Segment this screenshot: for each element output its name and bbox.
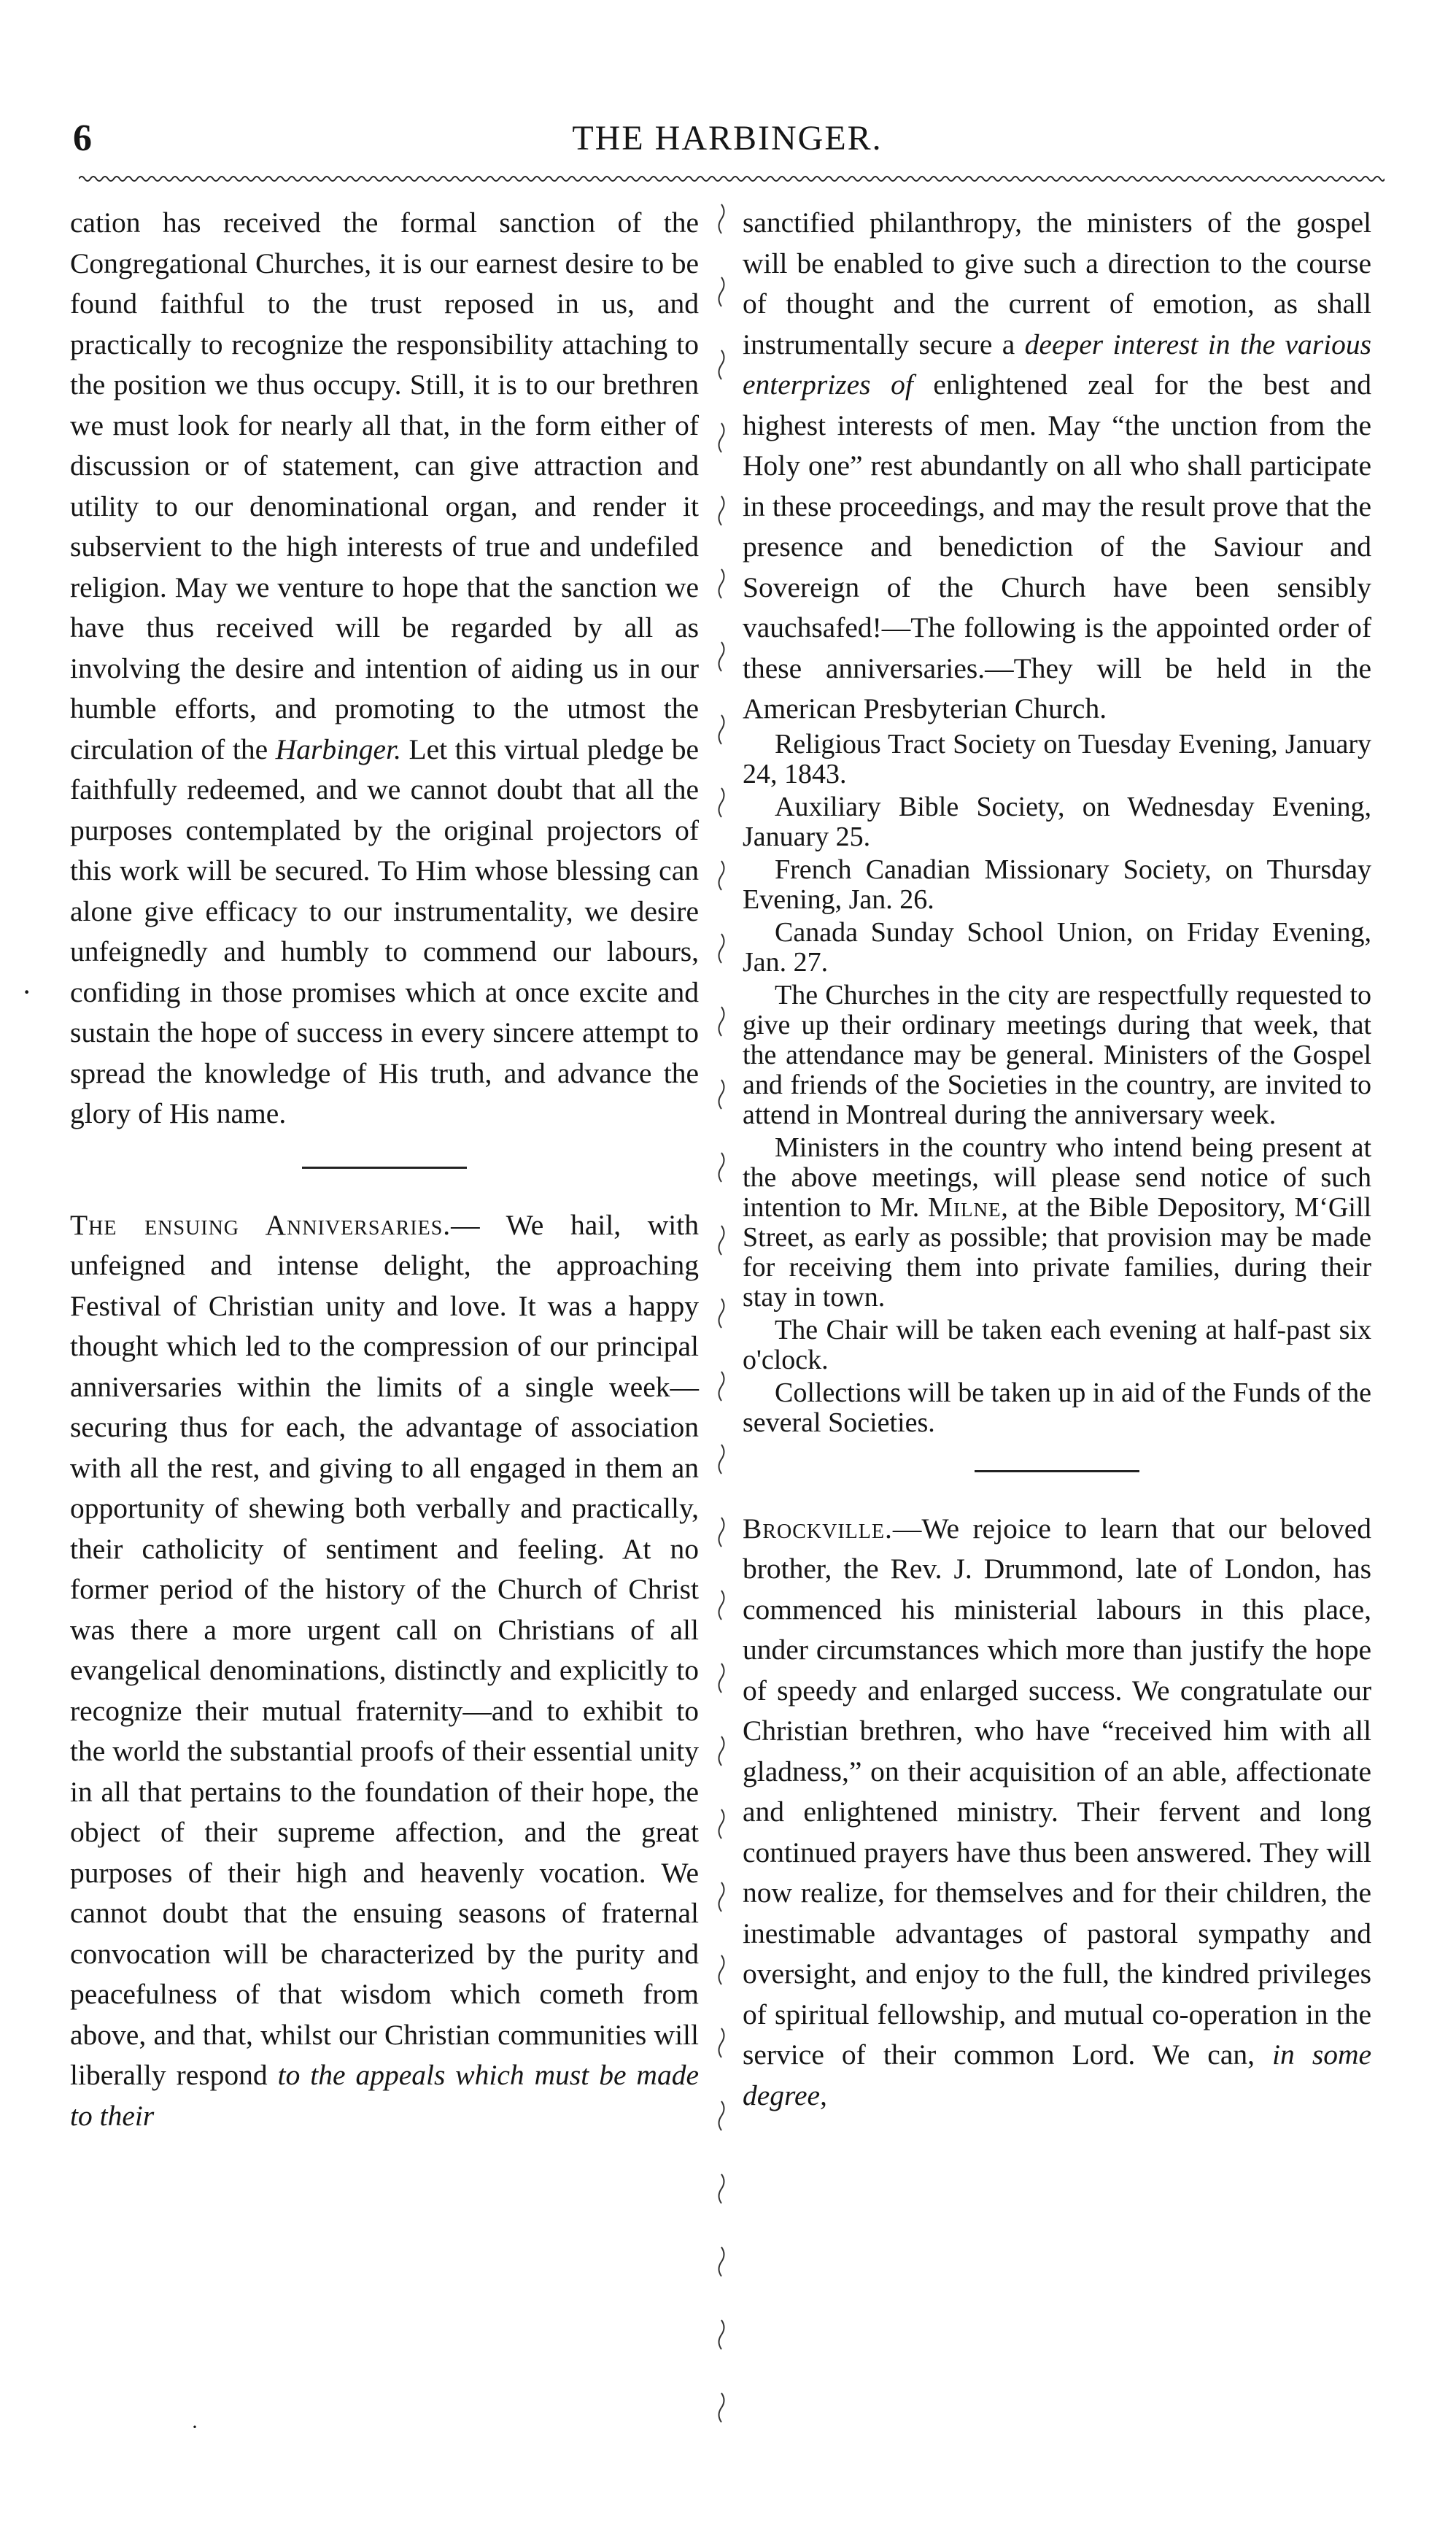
paragraph-text-italic: to the appeals which must be made to their <box>70 2059 699 2132</box>
notice-item: Canada Sunday School Union, on Friday Evening, Jan. 27. <box>743 916 1371 978</box>
section-divider <box>975 1470 1139 1472</box>
paragraph-text: cation has received the formal sanction of the Congregational Churches, it is our earnest desire to be found faithful to the trust reposed in us, and practically to recognize the responsibility attaching to the position we thus occupy. Still, it is to our brethren we must look for nearly all that, in the form either of discussion or of statement, can give attraction and utility to our denominational organ, and render it subservient to the high interests of true and undefiled religion. May we venture to hope that the sanction we have thus received will be regarded by all as involving the desire and intention of aiding us in our humble efforts, and promoting to the utmost the circulation of the <box>70 206 699 765</box>
section-heading: Brockville. <box>743 1512 893 1545</box>
paragraph-text: sanctified philanthropy, the ministers of the gospel will be enabled to give such a direction to the course of thought and the current of emotion, as shall instrumentally secure a <box>743 206 1371 360</box>
print-mark: · <box>191 2415 198 2439</box>
notice-text: at the Bible Depository, M‘Gill Street, as early as possible; that provision may be made for receiving them into private families, during their stay in town. <box>743 1191 1372 1313</box>
article-paragraph <box>743 1509 1371 2117</box>
notice-item: Religious Tract Society on Tuesday Evening, January 24, 1843. <box>743 728 1371 789</box>
section-divider <box>302 1167 467 1169</box>
publication-name: Harbinger. <box>275 733 401 765</box>
paragraph-text: —We rejoice to learn that our beloved brother, the Rev. J. Drummond, late of London, has commenced his ministerial labours in this place, under circumstances which more than justify the hope of speedy and enlarged success. We congratulate our Christian brethren, who have “received him with all gladness,” on their acquisition of an able, affectionate and enlightened ministry. Their fervent and long continued prayers have thus been answered. They will now realize, for themselves and for their children, the inestimable advantages of pastoral sympathy and oversight, and enjoy to the full, the kindred privileges of spiritual fellowship, and mutual co-operation in the service of their common Lord. We can, <box>743 1512 1371 2071</box>
notice-item: French Canadian Missionary Society, on Thursday Evening, Jan. 26. <box>743 854 1371 915</box>
notice-item: Collections will be taken up in aid of the Funds of the several Societies. <box>743 1377 1371 1438</box>
notice-item <box>743 1133 1371 1313</box>
right-column <box>743 203 1371 2116</box>
print-mark: · <box>22 975 32 1008</box>
article-paragraph <box>70 203 699 1135</box>
page-header <box>67 117 1387 168</box>
wavy-header-rule <box>79 174 1385 184</box>
paragraph-text: — We hail, with unfeigned and intense delight, the approaching Festival of Christian unity and love. It was a happy thought which led to the compression of our principal anniversaries within the limits of a single week—securing thus for each, the advantage of association with all the rest, and giving to all engaged in them an opportunity of shewing both verbally and practically, their catholicity of sentiment and feeling. At no former period of the history of the Church of Christ was there a more urgent call on Christians of all evangelical denominations, distinctly and explicitly to recognize their mutual fraternity—and to exhibit to the world the substantial proofs of their essential unity in all that pertains to the foundation of their hope, the object of their supreme affection, and the great purposes of their high and heavenly vocation. We cannot doubt that the ensuing seasons of fraternal convocation will be characterized by the purity and peacefulness of that wisdom which cometh from above, and that, whilst our Christian communities will liberally respond <box>70 1208 699 2091</box>
anniversary-notices <box>743 730 1371 1438</box>
contact-name: Milne, <box>928 1191 1009 1223</box>
article-paragraph <box>743 203 1371 730</box>
left-column <box>70 203 699 2136</box>
paragraph-text: enlightened zeal for the best and highest interests of men. May “the unction from the Holy one” rest abundantly on all who shall participate in these proceedings, and may the result prove that the presence and benediction of the Saviour and Sovereign of the Church have been sensibly vauchsafed!—The following is the appointed order of these anniversaries.—They will be held in the American Presbyterian Church. <box>743 368 1371 724</box>
section-heading: The ensuing Anniversaries. <box>70 1208 452 1241</box>
running-title: THE HARBINGER. <box>572 119 883 158</box>
paragraph-text-italic: deeper interest in the various enterprizes of <box>743 328 1372 401</box>
article-paragraph <box>70 1205 699 2137</box>
notice-item: The Churches in the city are respectfully requested to give up their ordinary meetings during that week, that the attendance may be general. Ministers of the Gospel and friends of the Societies in the country, are invited to attend in Montreal during the anniversary week. <box>743 979 1371 1130</box>
notice-item: Auxiliary Bible Society, on Wednesday Evening, January 25. <box>743 791 1371 852</box>
column-separator <box>709 197 734 2430</box>
paragraph-text: Let this virtual pledge be faithfully redeemed, and we cannot doubt that all the purposes contemplated by the original projectors of this work will be secured. To Him whose blessing can alone give efficacy to our instrumentality, we desire unfeignedly and humbly to commend our labours, confiding in those promises which at once excite and sustain the hope of success in every sincere attempt to spread the knowledge of His truth, and advance the glory of His name. <box>70 733 700 1129</box>
paragraph-text-italic: in some degree, <box>743 2038 1372 2111</box>
notice-text: Ministers in the country who intend being present at the above meetings, will please send notice of such intention to Mr. <box>743 1132 1371 1223</box>
page-number: 6 <box>73 117 92 159</box>
notice-item: The Chair will be taken each evening at half-past six o'clock. <box>743 1314 1371 1375</box>
